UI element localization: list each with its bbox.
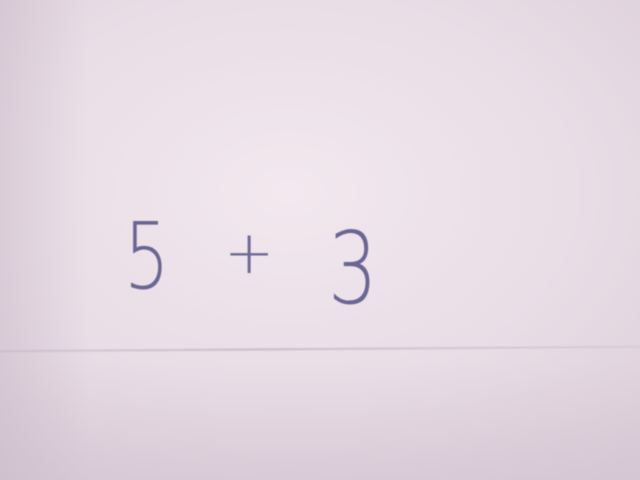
handwritten-expression	[124, 203, 404, 327]
left-operand: 5	[124, 203, 170, 310]
plus-sign: +	[224, 218, 275, 288]
right-operand: 3	[328, 210, 378, 327]
bottom-shadow	[0, 360, 640, 480]
ruled-line	[0, 346, 640, 352]
